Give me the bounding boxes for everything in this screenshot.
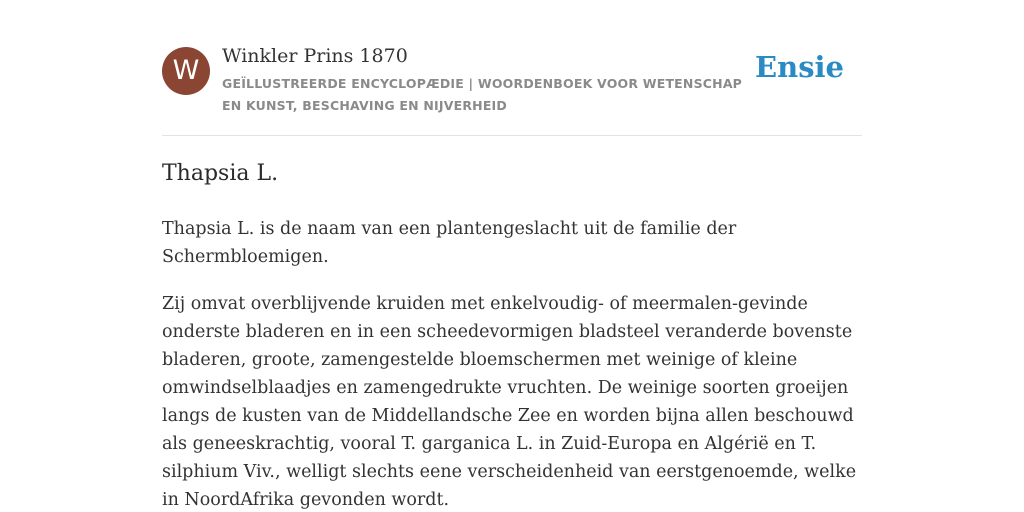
source-header xyxy=(162,0,862,136)
article xyxy=(162,156,862,512)
source-title[interactable]: Winkler Prins 1870 xyxy=(222,45,408,67)
article-title: Thapsia L. xyxy=(162,161,279,186)
article-paragraph: Thapsia L. is de naam van een plantengeslacht uit de familie der Schermbloemigen. xyxy=(162,219,737,267)
article-paragraph: Zij omvat overblijvende kruiden met enkelvoudig- of meermalen-gevinde onderste bladeren en in een scheedevormigen bladsteel veranderde bovenste bladeren, groote, zamengestelde bloemschermen met weinige of kleine omwindselblaadjes en zamengedrukte vruchten. De weinige soorten groeijen langs de kusten van de Middellandsche Zee en worden bijna allen beschouwd als geneeskrachtig, vooral T. garganica L. in Zuid-Europa en Algérië en T. silphium Viv., welligt slechts eene verscheidenheid van eerstgenoemde, welke in NoordAfrika gevonden wordt. xyxy=(162,294,857,510)
source-subtitle: GEÏLLUSTREERDE ENCYCLOPÆDIE | WOORDENBOEK VOOR WETENSCHAP EN KUNST, BESCHAVING EN NIJVERHEID xyxy=(222,76,743,113)
ensie-logo-link[interactable]: Ensie xyxy=(755,50,844,84)
source-avatar[interactable]: W xyxy=(162,47,210,95)
